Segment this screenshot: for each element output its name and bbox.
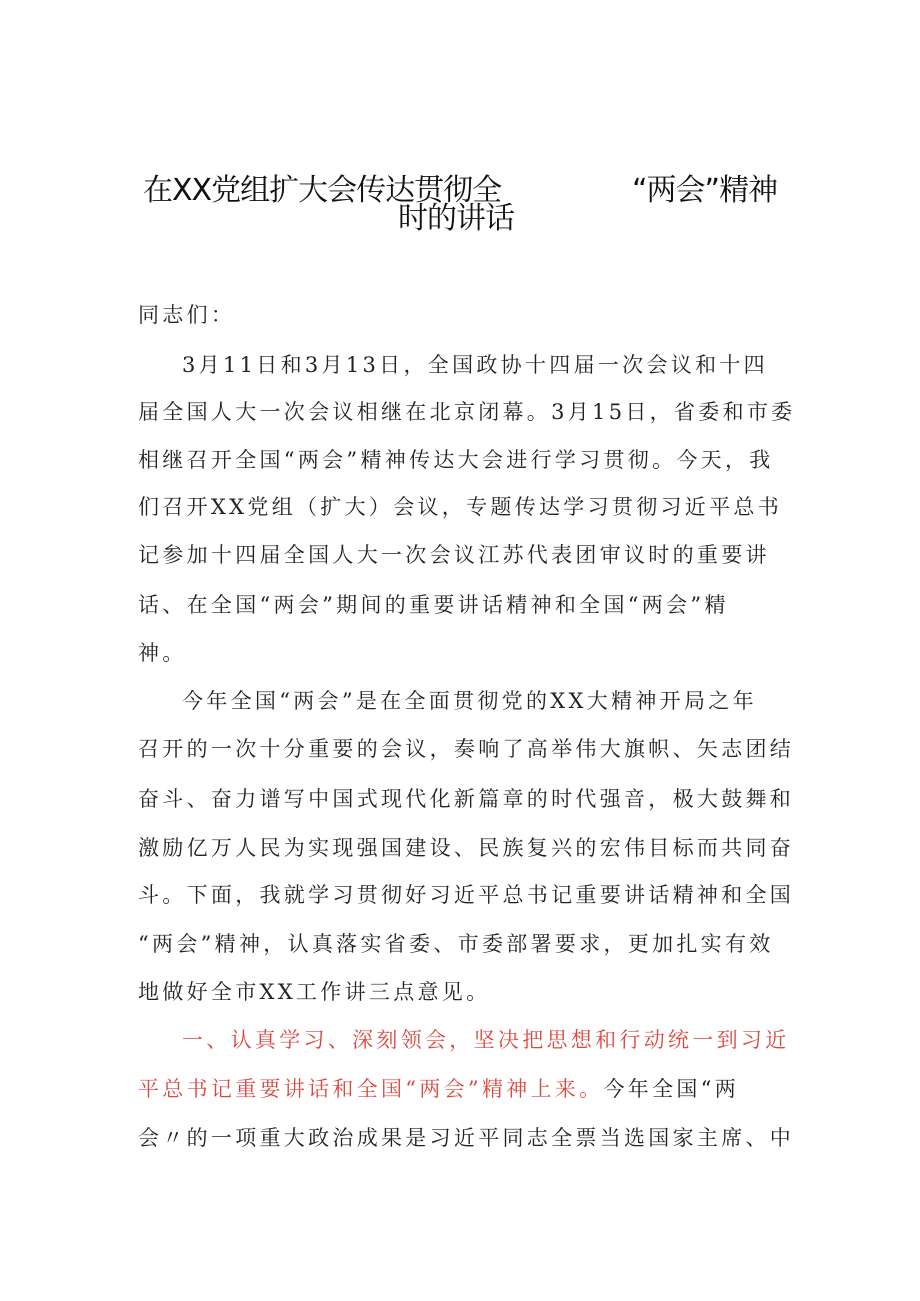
title-part1: 在XX党组扩大会传达贯彻全 — [143, 173, 502, 208]
paragraph1-line: 神。 — [138, 641, 187, 665]
paragraph2-line: 召开的一次十分重要的会议，奏响了高举伟大旗帜、矢志团结 — [138, 737, 795, 761]
paragraph2-line: 斗。下面，我就学习贯彻好习近平总书记重要讲话精神和全国 — [138, 883, 795, 907]
title-line2: 时的讲话 — [398, 201, 514, 236]
title-part2: “两会”精神 — [632, 173, 778, 208]
paragraph1-line: 届全国人大一次会议相继在北京闭幕。3月15日，省委和市委 — [138, 400, 796, 424]
section1-line2 — [138, 1074, 739, 1104]
paragraph2-line: 激励亿万人民为实现强国建设、民族复兴的宏伟目标而共同奋 — [138, 836, 795, 860]
paragraph2-line: 地做好全市XX工作讲三点意见。 — [138, 980, 491, 1004]
paragraph1-line: 记参加十四届全国人大一次会议江苏代表团审议时的重要讲 — [138, 543, 770, 567]
section1-body-start: 今年全国“两 — [603, 1077, 740, 1101]
paragraph1-line: 3月11日和3月13日，全国政协十四届一次会议和十四 — [182, 353, 768, 377]
section1-heading-line1: 一、认真学习、深刻领会，坚决把思想和行动统一到习近 — [182, 1028, 790, 1052]
paragraph2-line: 今年全国“两会”是在全面贯彻党的XX大精神开局之年 — [182, 689, 757, 713]
section1-heading-line2: 平总书记重要讲话和全国“两会”精神上来。 — [138, 1077, 604, 1101]
paragraph1-line: 相继召开全国“两会”精神传达大会进行学习贯彻。今天，我 — [138, 448, 774, 472]
paragraph2-line: “两会”精神，认真落实省委、市委部署要求，更加扎实有效 — [138, 932, 774, 956]
paragraph2-line: 奋斗、奋力谱写中国式现代化新篇章的时代强音，极大鼓舞和 — [138, 787, 795, 811]
section1-line3: 会〃的一项重大政治成果是习近平同志全票当选国家主席、中 — [138, 1126, 795, 1150]
salutation: 同志们： — [138, 303, 236, 327]
paragraph1-line: 们召开XX党组（扩大）会议，专题传达学习贯彻习近平总书 — [138, 495, 782, 519]
paragraph1-line: 话、在全国“两会”期间的重要讲话精神和全国“两会”精 — [138, 593, 729, 617]
